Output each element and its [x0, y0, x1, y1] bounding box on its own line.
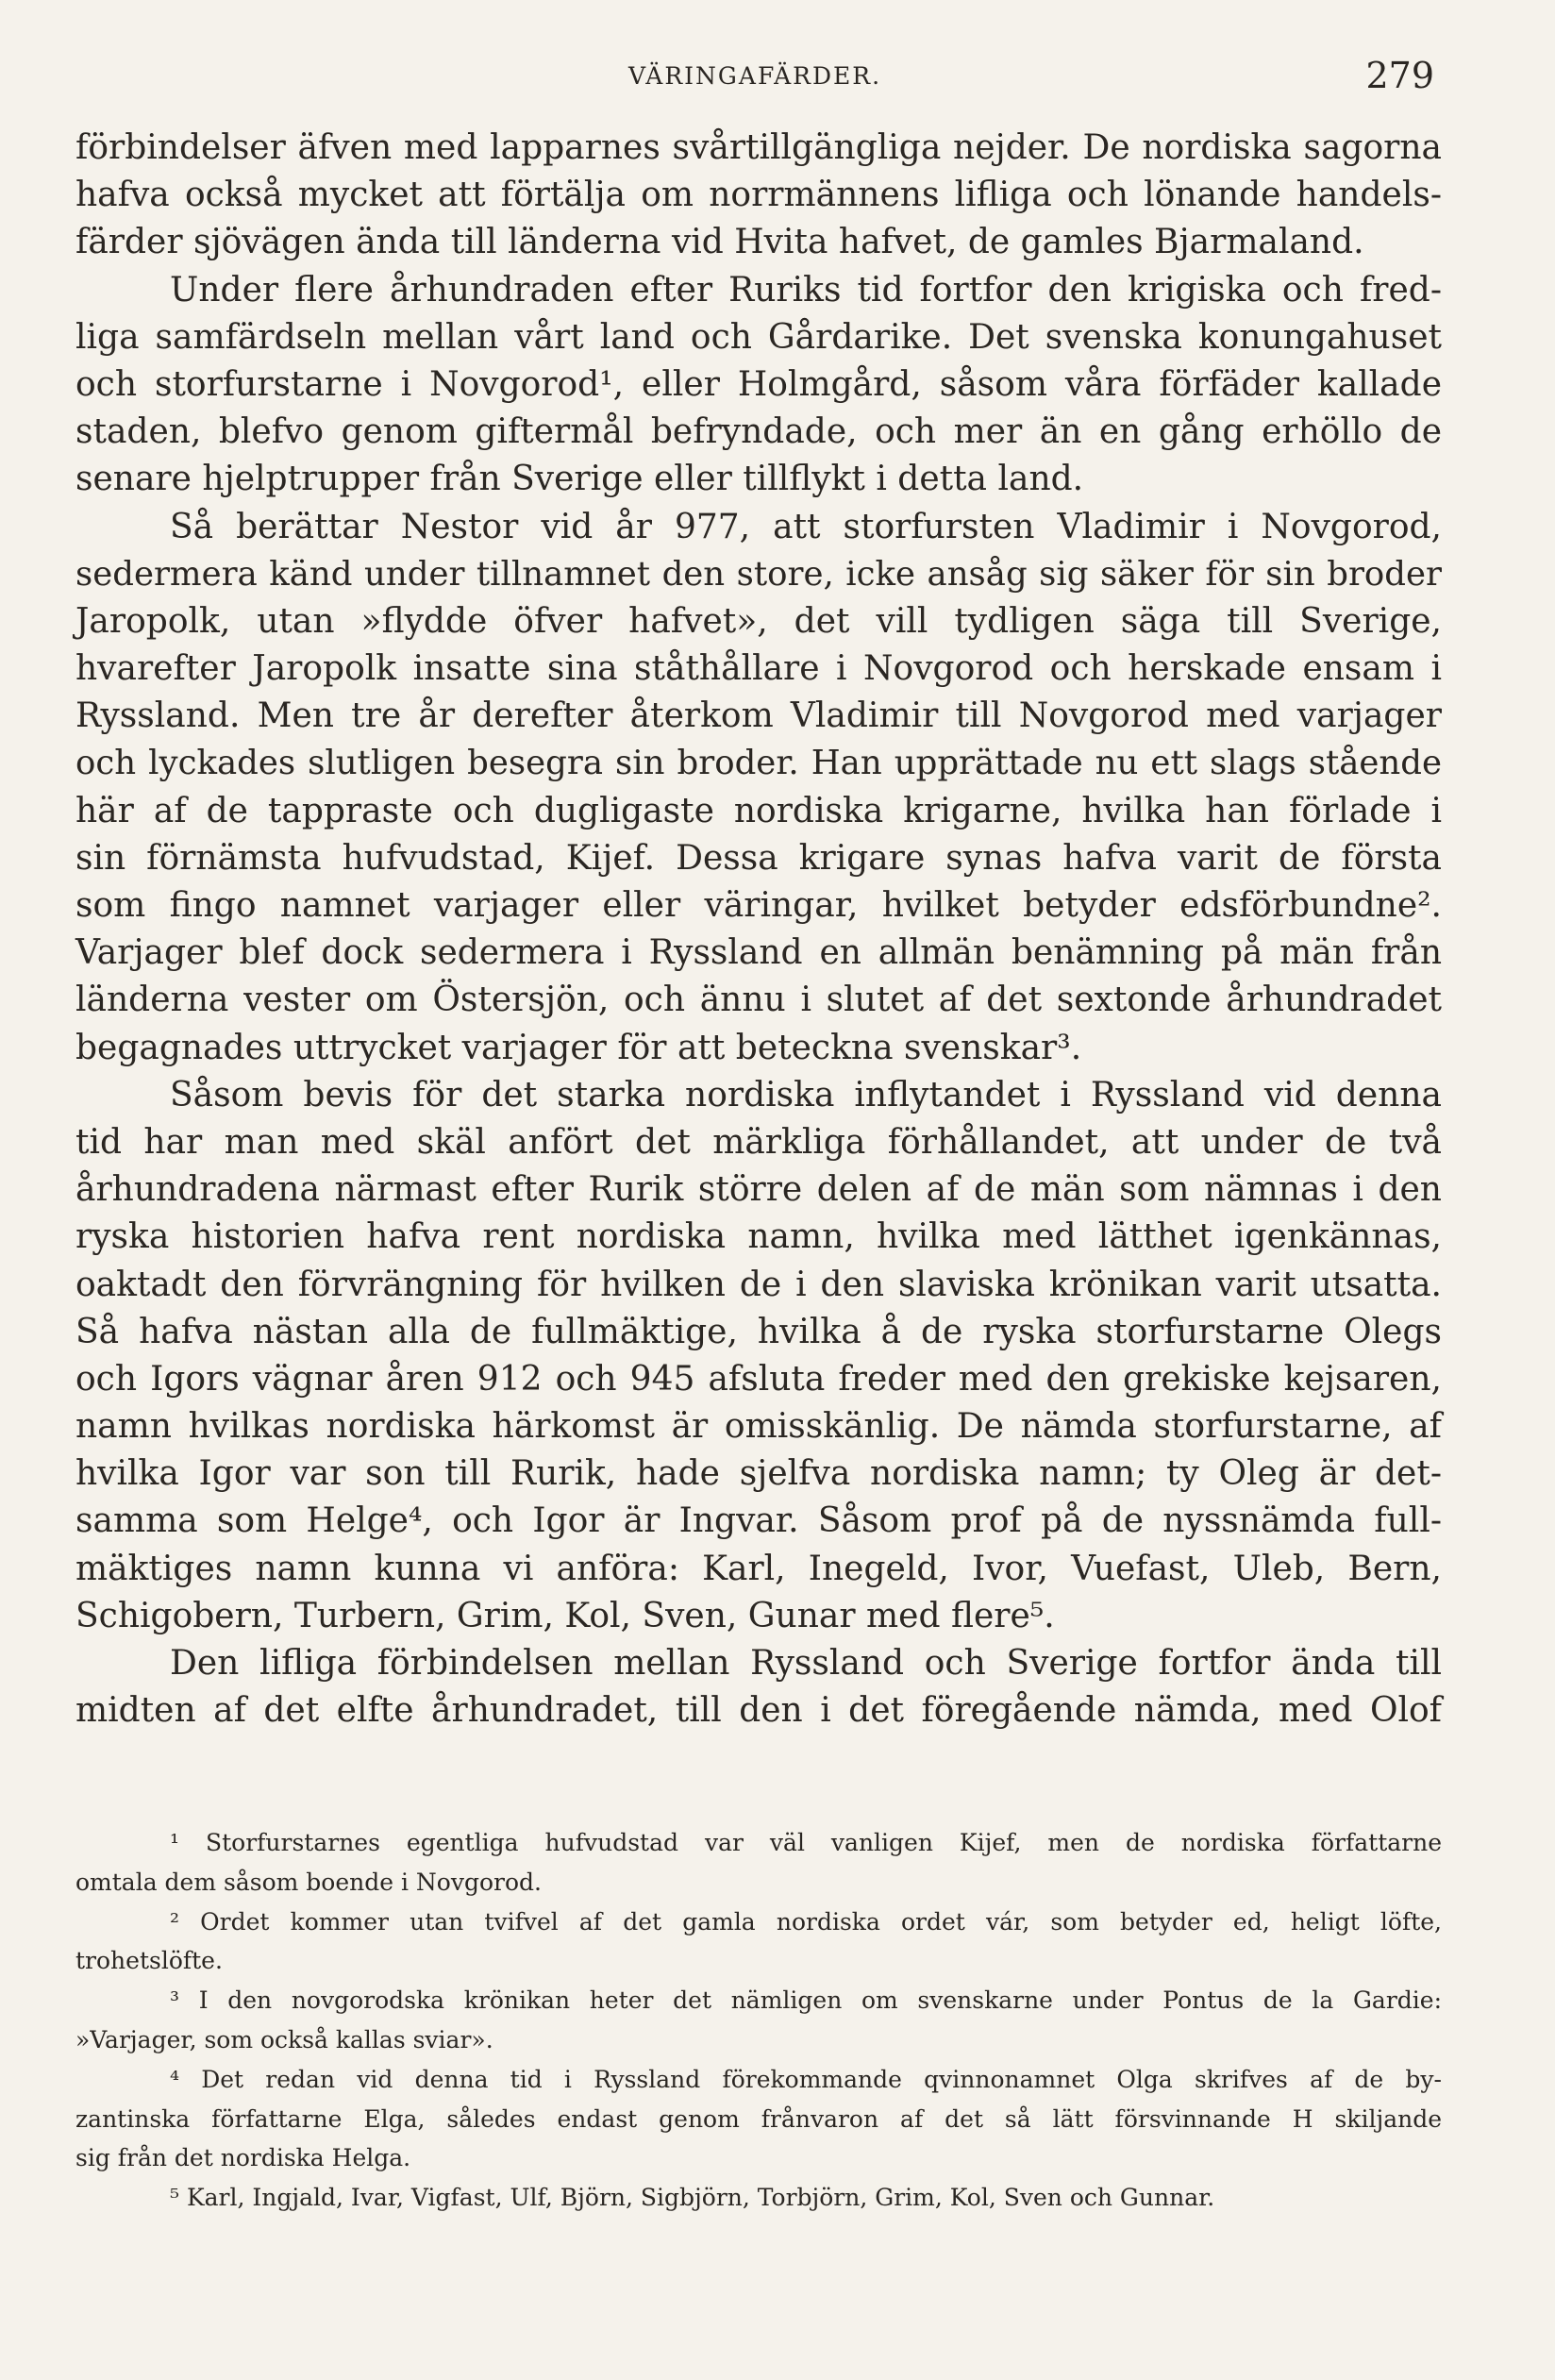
text-line: mäktiges namn kunna vi anföra: Karl, Inegeld, Ivor, Vuefast, Uleb, Bern,: [75, 1549, 1442, 1588]
text-line: hvilka Igor var son till Rurik, hade sjelfva nordiska namn; ty Oleg är det-: [75, 1454, 1442, 1494]
text-line: Så hafva nästan alla de fullmäktige, hvilka å de ryska storfurstarne Olegs: [75, 1312, 1442, 1351]
text-line: och Igors vägnar åren 912 och 945 afsluta freder med den grekiske kejsaren,: [75, 1359, 1442, 1399]
text-line: begagnades uttrycket varjager för att beteckna svenskar³.: [75, 1028, 1082, 1067]
page-number: 279: [1365, 55, 1434, 96]
footnote-line: ² Ordet kommer utan tvifvel af det gamla nordiska ordet vár, som betyder ed, heligt löfte,: [170, 1907, 1442, 1936]
text-line: Under flere århundraden efter Ruriks tid fortfor den krigiska och fred-: [170, 270, 1442, 310]
text-line: Så berättar Nestor vid år 977, att storfursten Vladimir i Novgorod,: [170, 507, 1442, 546]
text-line: liga samfärdseln mellan vårt land och Gårdarike. Det svenska konungahuset: [75, 317, 1442, 357]
text-line: sedermera känd under tillnamnet den store, icke ansåg sig säker för sin broder: [75, 554, 1442, 594]
text-line: staden, blefvo genom giftermål befryndade, och mer än en gång erhöllo de: [75, 412, 1442, 452]
text-line: ryska historien hafva rent nordiska namn, hvilka med lätthet igenkännas,: [75, 1217, 1442, 1257]
body-text: [75, 125, 1442, 1735]
footnotes: [75, 1823, 1442, 2218]
text-line: hafva också mycket att förtälja om norrmännens lifliga och lönande handels-: [75, 176, 1442, 215]
text-line: förbindelser äfven med lapparnes svårtillgängliga nejder. De nordiska sagorna: [75, 128, 1442, 167]
footnote-line: trohetslöfte.: [75, 1947, 223, 1975]
text-line: Såsom bevis för det starka nordiska inflytandet i Ryssland vid denna: [170, 1075, 1442, 1115]
footnote-line: ⁵ Karl, Ingjald, Ivar, Vigfast, Ulf, Björn, Sigbjörn, Torbjörn, Grim, Kol, Sven och Gunnar.: [170, 2184, 1215, 2212]
footnote-line: ¹ Storfurstarnes egentliga hufvudstad var väl vanligen Kijef, men de nordiska författarne: [170, 1829, 1442, 1856]
text-line: hvarefter Jaropolk insatte sina ståthållare i Novgorod och herskade ensam i: [75, 649, 1442, 689]
text-line: och lyckades slutligen besegra sin broder. Han upprättade nu ett slags stående: [75, 744, 1442, 783]
text-line: oaktadt den förvrängning för hvilken de i den slaviska krönikan varit utsatta.: [75, 1265, 1442, 1304]
footnote-line: omtala dem såsom boende i Novgorod.: [75, 1868, 542, 1896]
text-line: länderna vester om Östersjön, och ännu i slutet af det sextonde århundradet: [75, 980, 1442, 1020]
text-line: här af de tappraste och dugligaste nordiska krigarne, hvilka han förlade i: [75, 791, 1442, 830]
text-line: tid har man med skäl anfört det märkliga förhållandet, att under de två: [75, 1122, 1442, 1162]
footnote-line: zantinska författarne Elga, således endast genom frånvaron af det så lätt försvinnande H skiljande: [75, 2104, 1442, 2133]
text-line: färder sjövägen ända till länderna vid Hvita hafvet, de gamles Bjarmaland.: [75, 223, 1364, 262]
page-header: [75, 55, 1434, 102]
text-line: Jaropolk, utan »flydde öfver hafvet», det vill tydligen säga till Sverige,: [75, 601, 1442, 641]
text-line: samma som Helge⁴, och Igor är Ingvar. Såsom prof på de nyssnämda full-: [75, 1501, 1442, 1541]
running-title: VÄRINGAFÄRDER.: [627, 62, 882, 90]
footnote-line: ³ I den novgorodska krönikan heter det nämligen om svenskarne under Pontus de la Gardie:: [170, 1986, 1442, 2015]
text-line: senare hjelptrupper från Sverige eller tillflykt i detta land.: [75, 460, 1084, 499]
text-line: som fingo namnet varjager eller väringar, hvilket betyder edsförbundne².: [75, 886, 1442, 925]
text-line: Ryssland. Men tre år derefter återkom Vladimir till Novgorod med varjager: [75, 696, 1442, 736]
footnote-line: sig från det nordiska Helga.: [75, 2144, 411, 2172]
text-line: århundradena närmast efter Rurik större delen af de män som nämnas i den: [75, 1170, 1442, 1210]
text-line: midten af det elfte århundradet, till den i det föregående nämda, med Olof: [75, 1691, 1442, 1731]
text-line: Den lifliga förbindelsen mellan Ryssland och Sverige fortfor ända till: [170, 1644, 1442, 1683]
text-line: namn hvilkas nordiska härkomst är omisskänlig. De nämda storfurstarne, af: [75, 1407, 1442, 1447]
text-line: sin förnämsta hufvudstad, Kijef. Dessa krigare synas hafva varit de första: [75, 838, 1442, 878]
footnote-line: ⁴ Det redan vid denna tid i Ryssland förekommande qvinnonamnet Olga skrifves af de by-: [170, 2065, 1442, 2093]
footnote-line: »Varjager, som också kallas sviar».: [75, 2025, 493, 2053]
text-line: Schigobern, Turbern, Grim, Kol, Sven, Gunar med flere⁵.: [75, 1596, 1055, 1635]
text-line: Varjager blef dock sedermera i Ryssland en allmän benämning på män från: [75, 933, 1442, 973]
text-line: och storfurstarne i Novgorod¹, eller Holmgård, såsom våra förfäder kallade: [75, 364, 1442, 404]
